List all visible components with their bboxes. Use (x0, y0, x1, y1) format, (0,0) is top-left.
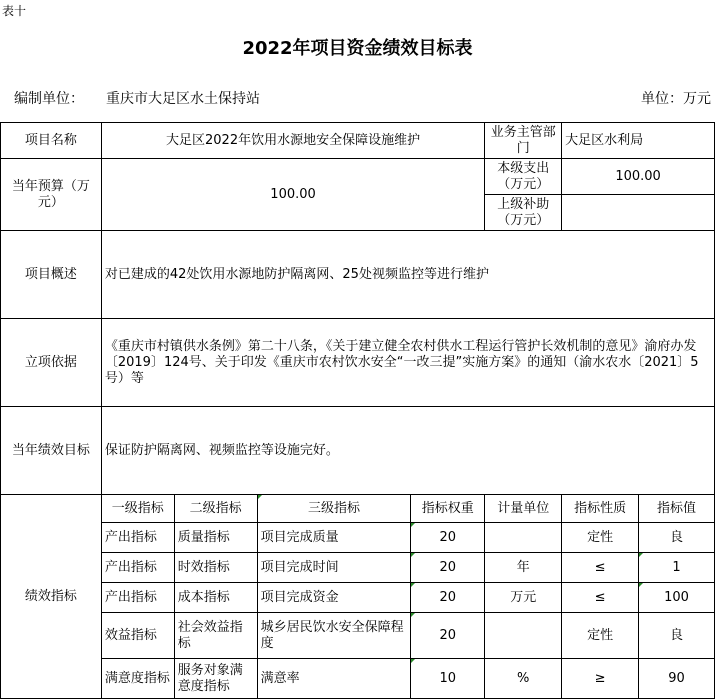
row1-weight: 20 (411, 523, 485, 553)
row5-level3: 满意率 (257, 659, 411, 699)
basis-row (1, 319, 715, 407)
project-name-row (1, 123, 715, 159)
row5-nature: ≥ (562, 659, 639, 699)
header-weight: 指标权重 (411, 495, 485, 523)
annual-goal-label: 当年绩效目标 (1, 407, 102, 495)
row5-value: 90 (639, 659, 715, 699)
row3-nature: ≤ (562, 583, 639, 613)
basis-label: 立项依据 (1, 319, 102, 407)
overview-row (1, 231, 715, 319)
indicator-section-label: 绩效指标 (1, 495, 102, 699)
compiling-unit (14, 88, 260, 108)
row1-value: 良 (639, 523, 715, 553)
project-name-label: 项目名称 (1, 123, 102, 159)
row5-unit: % (485, 659, 562, 699)
overview-value: 对已建成的42处饮用水源地防护隔离网、25处视频监控等进行维护 (101, 231, 714, 319)
row2-level3: 项目完成时间 (257, 553, 411, 583)
budget-row (1, 159, 715, 195)
department-value: 大足区水利局 (562, 123, 715, 159)
annual-goal-row (1, 407, 715, 495)
row3-weight: 20 (411, 583, 485, 613)
row2-weight: 20 (411, 553, 485, 583)
table-number-label: 表十 (2, 4, 27, 18)
department-label: 业务主管部门 (485, 123, 562, 159)
budget-label: 当年预算（万元） (1, 159, 102, 231)
page-title: 2022年项目资金绩效目标表 (242, 38, 473, 59)
row2-nature: ≤ (562, 553, 639, 583)
row2-unit: 年 (485, 553, 562, 583)
row5-weight: 10 (411, 659, 485, 699)
row1-level1: 产出指标 (101, 523, 174, 553)
row4-level2: 社会效益指标 (174, 613, 257, 659)
money-unit-label: 单位：万元 (641, 91, 711, 107)
table-row (1, 583, 715, 613)
basis-value: 《重庆市村镇供水条例》第二十八条，《关于建立健全农村供水工程运行管护长效机制的意见》渝府办发〔2019〕124号、关于印发《重庆市农村饮水安全“一改三提”实施方案》的通知（渝水农水〔2021〕5号）等 (101, 319, 714, 407)
row4-nature: 定性 (562, 613, 639, 659)
annual-goal-value: 保证防护隔离网、视频监控等设施完好。 (101, 407, 714, 495)
upper-subsidy-label: 上级补助（万元） (485, 195, 562, 231)
row3-level2: 成本指标 (174, 583, 257, 613)
row4-level3: 城乡居民饮水安全保障程度 (257, 613, 411, 659)
row4-weight: 20 (411, 613, 485, 659)
header-nature: 指标性质 (562, 495, 639, 523)
budget-value: 100.00 (101, 159, 484, 231)
compiling-unit-value: 重庆市大足区水土保持站 (106, 91, 260, 107)
upper-subsidy-value (562, 195, 715, 231)
row3-level1: 产出指标 (101, 583, 174, 613)
table-row (1, 553, 715, 583)
header-unit: 计量单位 (485, 495, 562, 523)
header-level3: 三级指标 (257, 495, 411, 523)
row2-level1: 产出指标 (101, 553, 174, 583)
row1-level3: 项目完成质量 (257, 523, 411, 553)
row1-nature: 定性 (562, 523, 639, 553)
indicator-header-row (1, 495, 715, 523)
row3-value: 100 (639, 583, 715, 613)
own-expense-label: 本级支出（万元） (485, 159, 562, 195)
header-level2: 二级指标 (174, 495, 257, 523)
own-expense-value: 100.00 (562, 159, 715, 195)
row4-value: 良 (639, 613, 715, 659)
row4-level1: 效益指标 (101, 613, 174, 659)
overview-label: 项目概述 (1, 231, 102, 319)
header-value: 指标值 (639, 495, 715, 523)
table-row (1, 613, 715, 659)
compiling-unit-label: 编制单位： (14, 91, 84, 107)
table-row (1, 659, 715, 699)
performance-target-table (0, 122, 715, 699)
table-row (1, 523, 715, 553)
row3-unit: 万元 (485, 583, 562, 613)
row5-level1: 满意度指标 (101, 659, 174, 699)
row1-level2: 质量指标 (174, 523, 257, 553)
row2-level2: 时效指标 (174, 553, 257, 583)
row5-level2: 服务对象满意度指标 (174, 659, 257, 699)
row3-level3: 项目完成资金 (257, 583, 411, 613)
row1-unit (485, 523, 562, 553)
header-level1: 一级指标 (101, 495, 174, 523)
row2-value: 1 (639, 553, 715, 583)
row4-unit (485, 613, 562, 659)
project-name-value: 大足区2022年饮用水源地安全保障设施维护 (101, 123, 484, 159)
